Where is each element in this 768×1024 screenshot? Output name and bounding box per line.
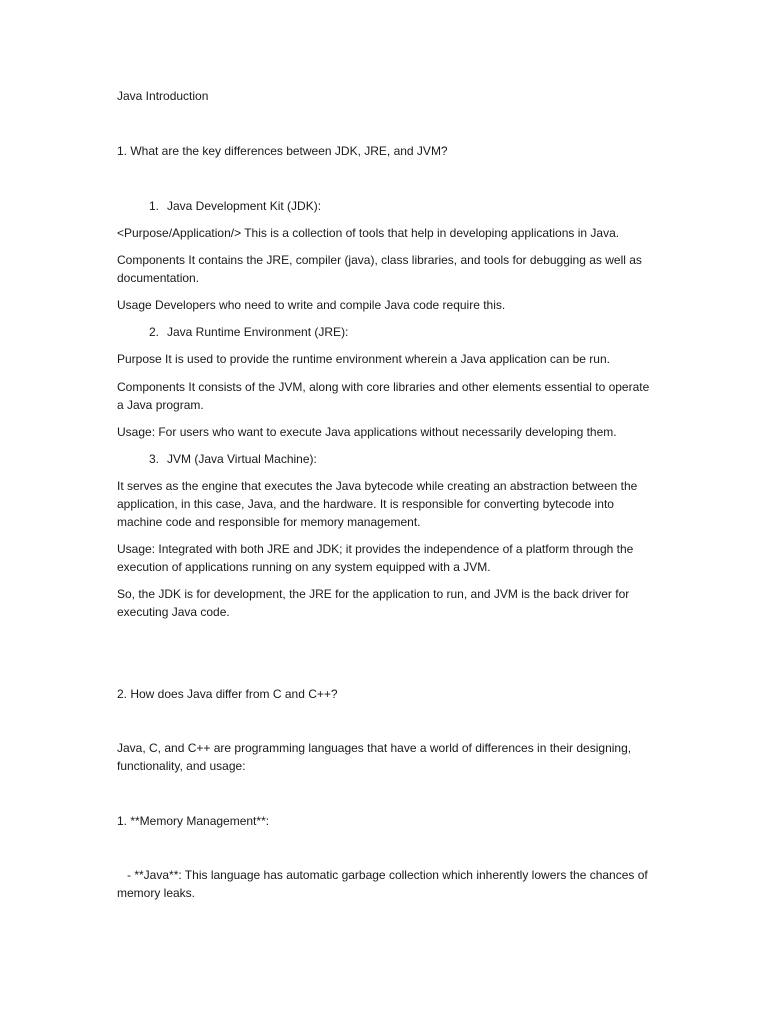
memory-management-java: - **Java**: This language has automatic garbage collection which inherently lowers the chances of memory leaks. [117,868,648,900]
jre-usage: Usage: For users who want to execute Java applications without necessarily developing them. [117,425,617,439]
memory-management-heading: 1. **Memory Management**: [117,814,270,828]
jre-number: 2. [148,325,159,339]
jdk-number: 1. [148,199,159,213]
jvm-number: 3. [148,452,159,466]
jdk-usage: Usage Developers who need to write and compile Java code require this. [117,298,506,312]
question-1: 1. What are the key differences between JDK, JRE, and JVM? [117,144,448,158]
jre-components: Components It consists of the JVM, along with core libraries and other elements essential to operate a Java program. [117,380,650,412]
jvm-usage: Usage: Integrated with both JRE and JDK; it provides the independence of a platform through the execution of applications running on any system equipped with a JVM. [117,542,634,574]
jdk-heading-item [117,197,652,215]
jdk-purpose: <Purpose/Application/> This is a collection of tools that help in developing applications in Java. [117,226,620,240]
q1-summary: So, the JDK is for development, the JRE for the application to run, and JVM is the back driver for executing Java code. [117,587,630,619]
q2-intro: Java, C, and C++ are programming languages that have a world of differences in their designing, functionality, and usage: [117,741,632,773]
document-title: Java Introduction [117,89,209,103]
jvm-description: It serves as the engine that executes the Java bytecode while creating an abstraction between the application, in this case, Java, and the hardware. It is responsible for converting bytecode into machine code and responsible for memory management. [117,479,638,529]
jre-heading-item [117,323,652,341]
jre-heading: Java Runtime Environment (JRE): [167,325,349,339]
jre-purpose: Purpose It is used to provide the runtime environment wherein a Java application can be run. [117,352,610,366]
jvm-heading-item [117,450,652,468]
jdk-components: Components It contains the JRE, compiler (java), class libraries, and tools for debugging as well as documentation. [117,253,642,285]
jvm-heading: JVM (Java Virtual Machine): [167,452,317,466]
question-2: 2. How does Java differ from C and C++? [117,687,338,701]
jdk-heading: Java Development Kit (JDK): [167,199,322,213]
